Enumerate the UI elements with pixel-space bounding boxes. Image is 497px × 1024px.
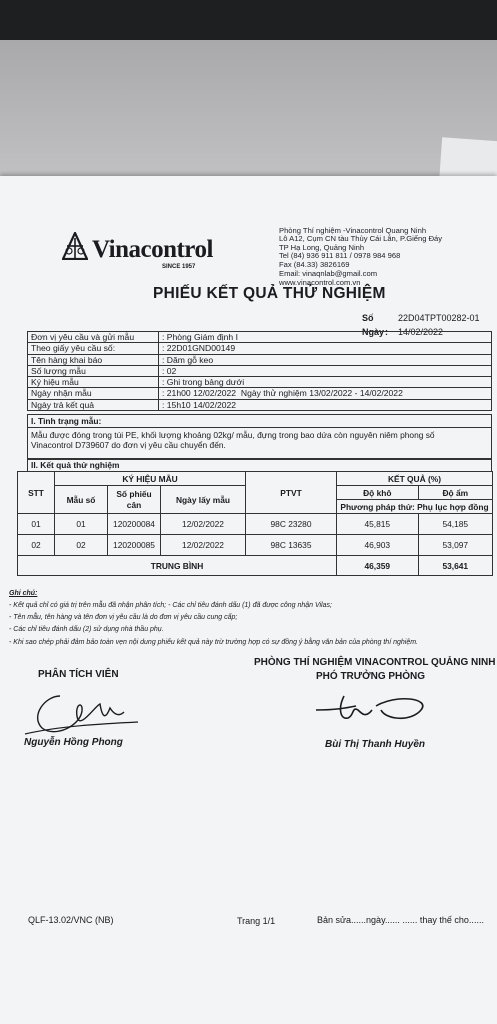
cell-moisture: 53,097 bbox=[418, 535, 492, 556]
notes-title: Ghi chú: bbox=[9, 590, 38, 597]
note-line: - Tên mẫu, tên hàng và tên đơn vị yêu cầu là do đơn vị yêu cầu cung cấp; bbox=[9, 614, 238, 621]
logo-since: SINCE 1957 bbox=[162, 264, 196, 270]
note-line: - Kết quả chỉ có giá trị trên mẫu đã nhận phân tích; - Các chỉ tiêu đánh dấu (1) đã được công nhận Vilas; bbox=[9, 602, 332, 609]
average-dryness: 46,359 bbox=[337, 556, 419, 576]
cell-ptvt: 98C 23280 bbox=[246, 514, 337, 535]
info-value: : 22D01GND00149 bbox=[159, 343, 492, 354]
table-row bbox=[18, 514, 493, 535]
info-value: : 15h10 14/02/2022 bbox=[159, 399, 492, 410]
cell-stt: 02 bbox=[18, 535, 55, 556]
info-value: : 02 bbox=[159, 365, 492, 376]
info-label: Tên hàng khai báo bbox=[28, 354, 159, 365]
cell-sampling-date: 12/02/2022 bbox=[161, 514, 246, 535]
info-row bbox=[28, 388, 492, 399]
cell-dryness: 46,903 bbox=[337, 535, 419, 556]
lab-name: PHÒNG THÍ NGHIỆM VINACONTROL QUẢNG NINH bbox=[254, 657, 496, 668]
cell-ptvt: 98C 13635 bbox=[246, 535, 337, 556]
section-title: I. Tình trạng mẫu: bbox=[28, 415, 491, 428]
info-label: Ngày nhận mẫu bbox=[28, 388, 159, 399]
info-label: Ký hiệu mẫu bbox=[28, 377, 159, 388]
form-code: QLF-13.02/VNC (NB) bbox=[28, 915, 114, 925]
cell-weigh-ticket: 120200085 bbox=[108, 535, 161, 556]
info-label: Theo giấy yêu cầu số: bbox=[28, 343, 159, 354]
header-ptvt: PTVT bbox=[246, 472, 337, 514]
info-value: : Phòng Giám định I bbox=[159, 332, 492, 343]
info-row bbox=[28, 354, 492, 365]
header-sample-code: KÝ HIỆU MẪU bbox=[55, 472, 246, 486]
deputy-signature-icon bbox=[306, 688, 436, 738]
condition-line: Mẫu được đóng trong túi PE, khối lượng khoảng 02kg/ mẫu, đựng trong bao dứa còn nguyên niêm phong số bbox=[31, 430, 435, 440]
number-label: Số bbox=[362, 313, 374, 323]
address-line: Phòng Thí nghiệm -Vinacontrol Quang Ninh bbox=[279, 226, 427, 235]
info-value: : Dăm gỗ keo bbox=[159, 354, 492, 365]
header-sampling-date: Ngày lấy mẫu bbox=[161, 486, 246, 514]
sample-condition-section bbox=[27, 414, 492, 459]
section-text bbox=[28, 428, 491, 452]
condition-line: Vinacontrol D739607 do đơn vị yêu cầu chuyển đến. bbox=[31, 440, 226, 450]
info-row bbox=[28, 365, 492, 376]
header-weigh-ticket: Số phiếu cân bbox=[108, 486, 161, 514]
results-table bbox=[17, 471, 493, 576]
cell-sample-no: 01 bbox=[55, 514, 108, 535]
table-row bbox=[18, 535, 493, 556]
document-page bbox=[0, 176, 497, 1024]
header-dryness: Độ khô bbox=[337, 486, 419, 500]
address-line: Fax (84.33) 3826169 bbox=[279, 260, 350, 269]
info-value: : 21h00 12/02/2022 Ngày thử nghiệm 13/02/2022 - 14/02/2022 bbox=[159, 388, 492, 399]
document-title: PHIẾU KẾT QUẢ THỬ NGHIỆM bbox=[153, 285, 386, 302]
date-label: Ngày bbox=[362, 327, 385, 337]
note-line: - Các chỉ tiêu đánh dấu (2) sử dụng nhà thầu phụ. bbox=[9, 626, 164, 633]
revision-info: Bản sửa......ngày...... ...... thay thế cho...... bbox=[317, 915, 484, 925]
info-row bbox=[28, 399, 492, 410]
cell-sample-no: 02 bbox=[55, 535, 108, 556]
header-result: KẾT QUẢ (%) bbox=[337, 472, 493, 486]
section-title: II. Kết quả thử nghiệm bbox=[31, 460, 120, 470]
analyst-title: PHÂN TÍCH VIÊN bbox=[38, 669, 119, 680]
cell-dryness: 45,815 bbox=[337, 514, 419, 535]
request-info-table bbox=[27, 331, 492, 411]
logo-text: Vinacontrol bbox=[92, 236, 213, 263]
analyst-name: Nguyễn Hồng Phong bbox=[24, 737, 123, 748]
average-moisture: 53,641 bbox=[418, 556, 492, 576]
address-line: Lô A12, Cụm CN tàu Thủy Cái Lân, P.Giếng Đáy bbox=[279, 234, 443, 243]
background-desk bbox=[0, 40, 497, 190]
cell-moisture: 54,185 bbox=[418, 514, 492, 535]
address-line: www.vinacontrol.com.vn bbox=[279, 278, 361, 287]
header-moisture: Độ ẩm bbox=[418, 486, 492, 500]
date-value: 14/02/2022 bbox=[398, 327, 444, 337]
header-test-method: Phương pháp thử: Phụ lục hợp đồng bbox=[337, 500, 493, 514]
address-line: Email: vinaqnlab@gmail.com bbox=[279, 269, 378, 278]
info-label: Ngày trả kết quả bbox=[28, 399, 159, 410]
number-value: 22D04TPT00282-01 bbox=[398, 313, 480, 323]
page-number: Trang 1/1 bbox=[237, 916, 276, 926]
header-sample-no: Mẫu số bbox=[55, 486, 108, 514]
deputy-title: PHÓ TRƯỞNG PHÒNG bbox=[316, 671, 426, 682]
info-row bbox=[28, 343, 492, 354]
note-line: - Khi sao chép phải đảm bảo toàn vẹn nội dung phiếu kết quả này trừ trường hợp có sự đồng ý bằng văn bản của phòng thí nghiệm. bbox=[9, 639, 418, 646]
deputy-name: Bùi Thị Thanh Huyền bbox=[325, 739, 425, 750]
date-colon: : bbox=[385, 327, 388, 337]
info-value: : Ghi trong bảng dưới bbox=[159, 377, 492, 388]
info-label: Số lượng mẫu bbox=[28, 365, 159, 376]
address-line: Tel (84) 936 911 811 / 0978 984 968 bbox=[279, 251, 401, 260]
average-row bbox=[18, 556, 493, 576]
vinacontrol-logo-icon bbox=[62, 232, 88, 260]
cell-sampling-date: 12/02/2022 bbox=[161, 535, 246, 556]
info-row bbox=[28, 332, 492, 343]
header-stt: STT bbox=[18, 472, 55, 514]
info-label: Đơn vị yêu cầu và gửi mẫu bbox=[28, 332, 159, 343]
results-section-header bbox=[27, 459, 492, 471]
cell-stt: 01 bbox=[18, 514, 55, 535]
cell-weigh-ticket: 120200084 bbox=[108, 514, 161, 535]
info-row bbox=[28, 377, 492, 388]
average-label: TRUNG BÌNH bbox=[18, 556, 337, 576]
address-line: TP Hạ Long, Quảng Ninh bbox=[279, 243, 365, 252]
